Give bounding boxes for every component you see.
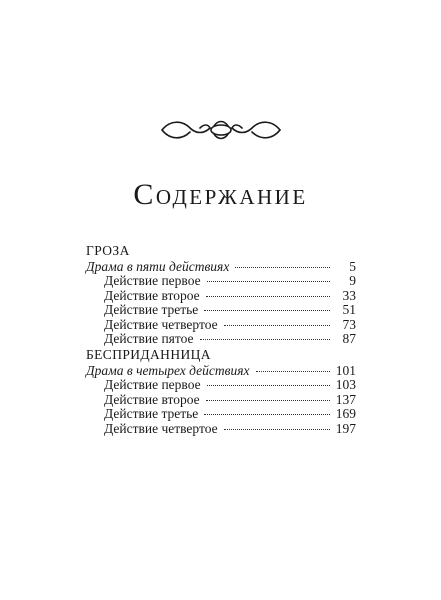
- dot-leader: [204, 414, 329, 415]
- dot-leader: [207, 281, 330, 282]
- work-subtitle: Драма в пяти действиях: [86, 258, 230, 274]
- dot-leader: [206, 400, 330, 401]
- toc-entry[interactable]: [86, 378, 356, 393]
- dot-leader: [256, 371, 330, 372]
- page-number: 33: [342, 287, 356, 303]
- dot-leader: [207, 385, 330, 386]
- act-title: Действие первое: [104, 273, 201, 288]
- toc-entry[interactable]: [86, 303, 356, 318]
- toc-subtitle-row[interactable]: [86, 260, 356, 275]
- toc-section-groza: [86, 244, 356, 347]
- act-title: Действие четвертое: [104, 420, 218, 436]
- dot-leader: [200, 339, 330, 340]
- page-number: 101: [335, 362, 356, 378]
- page-number: 169: [335, 406, 356, 421]
- toc-subtitle-row[interactable]: [86, 364, 356, 379]
- page-number: 103: [335, 377, 356, 392]
- act-title: Действие первое: [104, 377, 201, 392]
- act-title: Действие пятое: [104, 331, 194, 346]
- toc-entry[interactable]: [86, 407, 356, 422]
- toc-entry[interactable]: [86, 422, 356, 437]
- dot-leader: [235, 267, 330, 268]
- page-number: 73: [342, 316, 356, 332]
- work-title: ГРОЗА: [86, 243, 130, 258]
- toc-entry[interactable]: [86, 289, 356, 304]
- page-number: 87: [342, 331, 356, 346]
- work-title: БЕСПРИДАННИЦА: [86, 347, 211, 362]
- toc-entry[interactable]: [86, 274, 356, 289]
- contents-heading: Содержание: [133, 178, 308, 211]
- dot-leader: [224, 429, 330, 430]
- toc-entry[interactable]: [86, 393, 356, 408]
- dot-leader: [204, 310, 330, 311]
- page-number: 9: [349, 273, 356, 288]
- toc-entry[interactable]: [86, 332, 356, 347]
- act-title: Действие второе: [104, 391, 200, 407]
- dot-leader: [224, 325, 330, 326]
- work-subtitle: Драма в четырех действиях: [86, 362, 250, 378]
- page-number: 51: [342, 302, 356, 317]
- act-title: Действие третье: [104, 406, 199, 421]
- toc-section-bespridannitsa: [86, 348, 356, 436]
- act-title: Действие третье: [104, 302, 199, 317]
- page-number: 197: [335, 420, 356, 436]
- page-number: 137: [335, 391, 356, 407]
- page-number: 5: [349, 258, 356, 274]
- toc-entry[interactable]: [86, 318, 356, 333]
- act-title: Действие второе: [104, 287, 200, 303]
- flourish-ornament-icon: [160, 112, 282, 148]
- dot-leader: [206, 296, 330, 297]
- act-title: Действие четвертое: [104, 316, 218, 332]
